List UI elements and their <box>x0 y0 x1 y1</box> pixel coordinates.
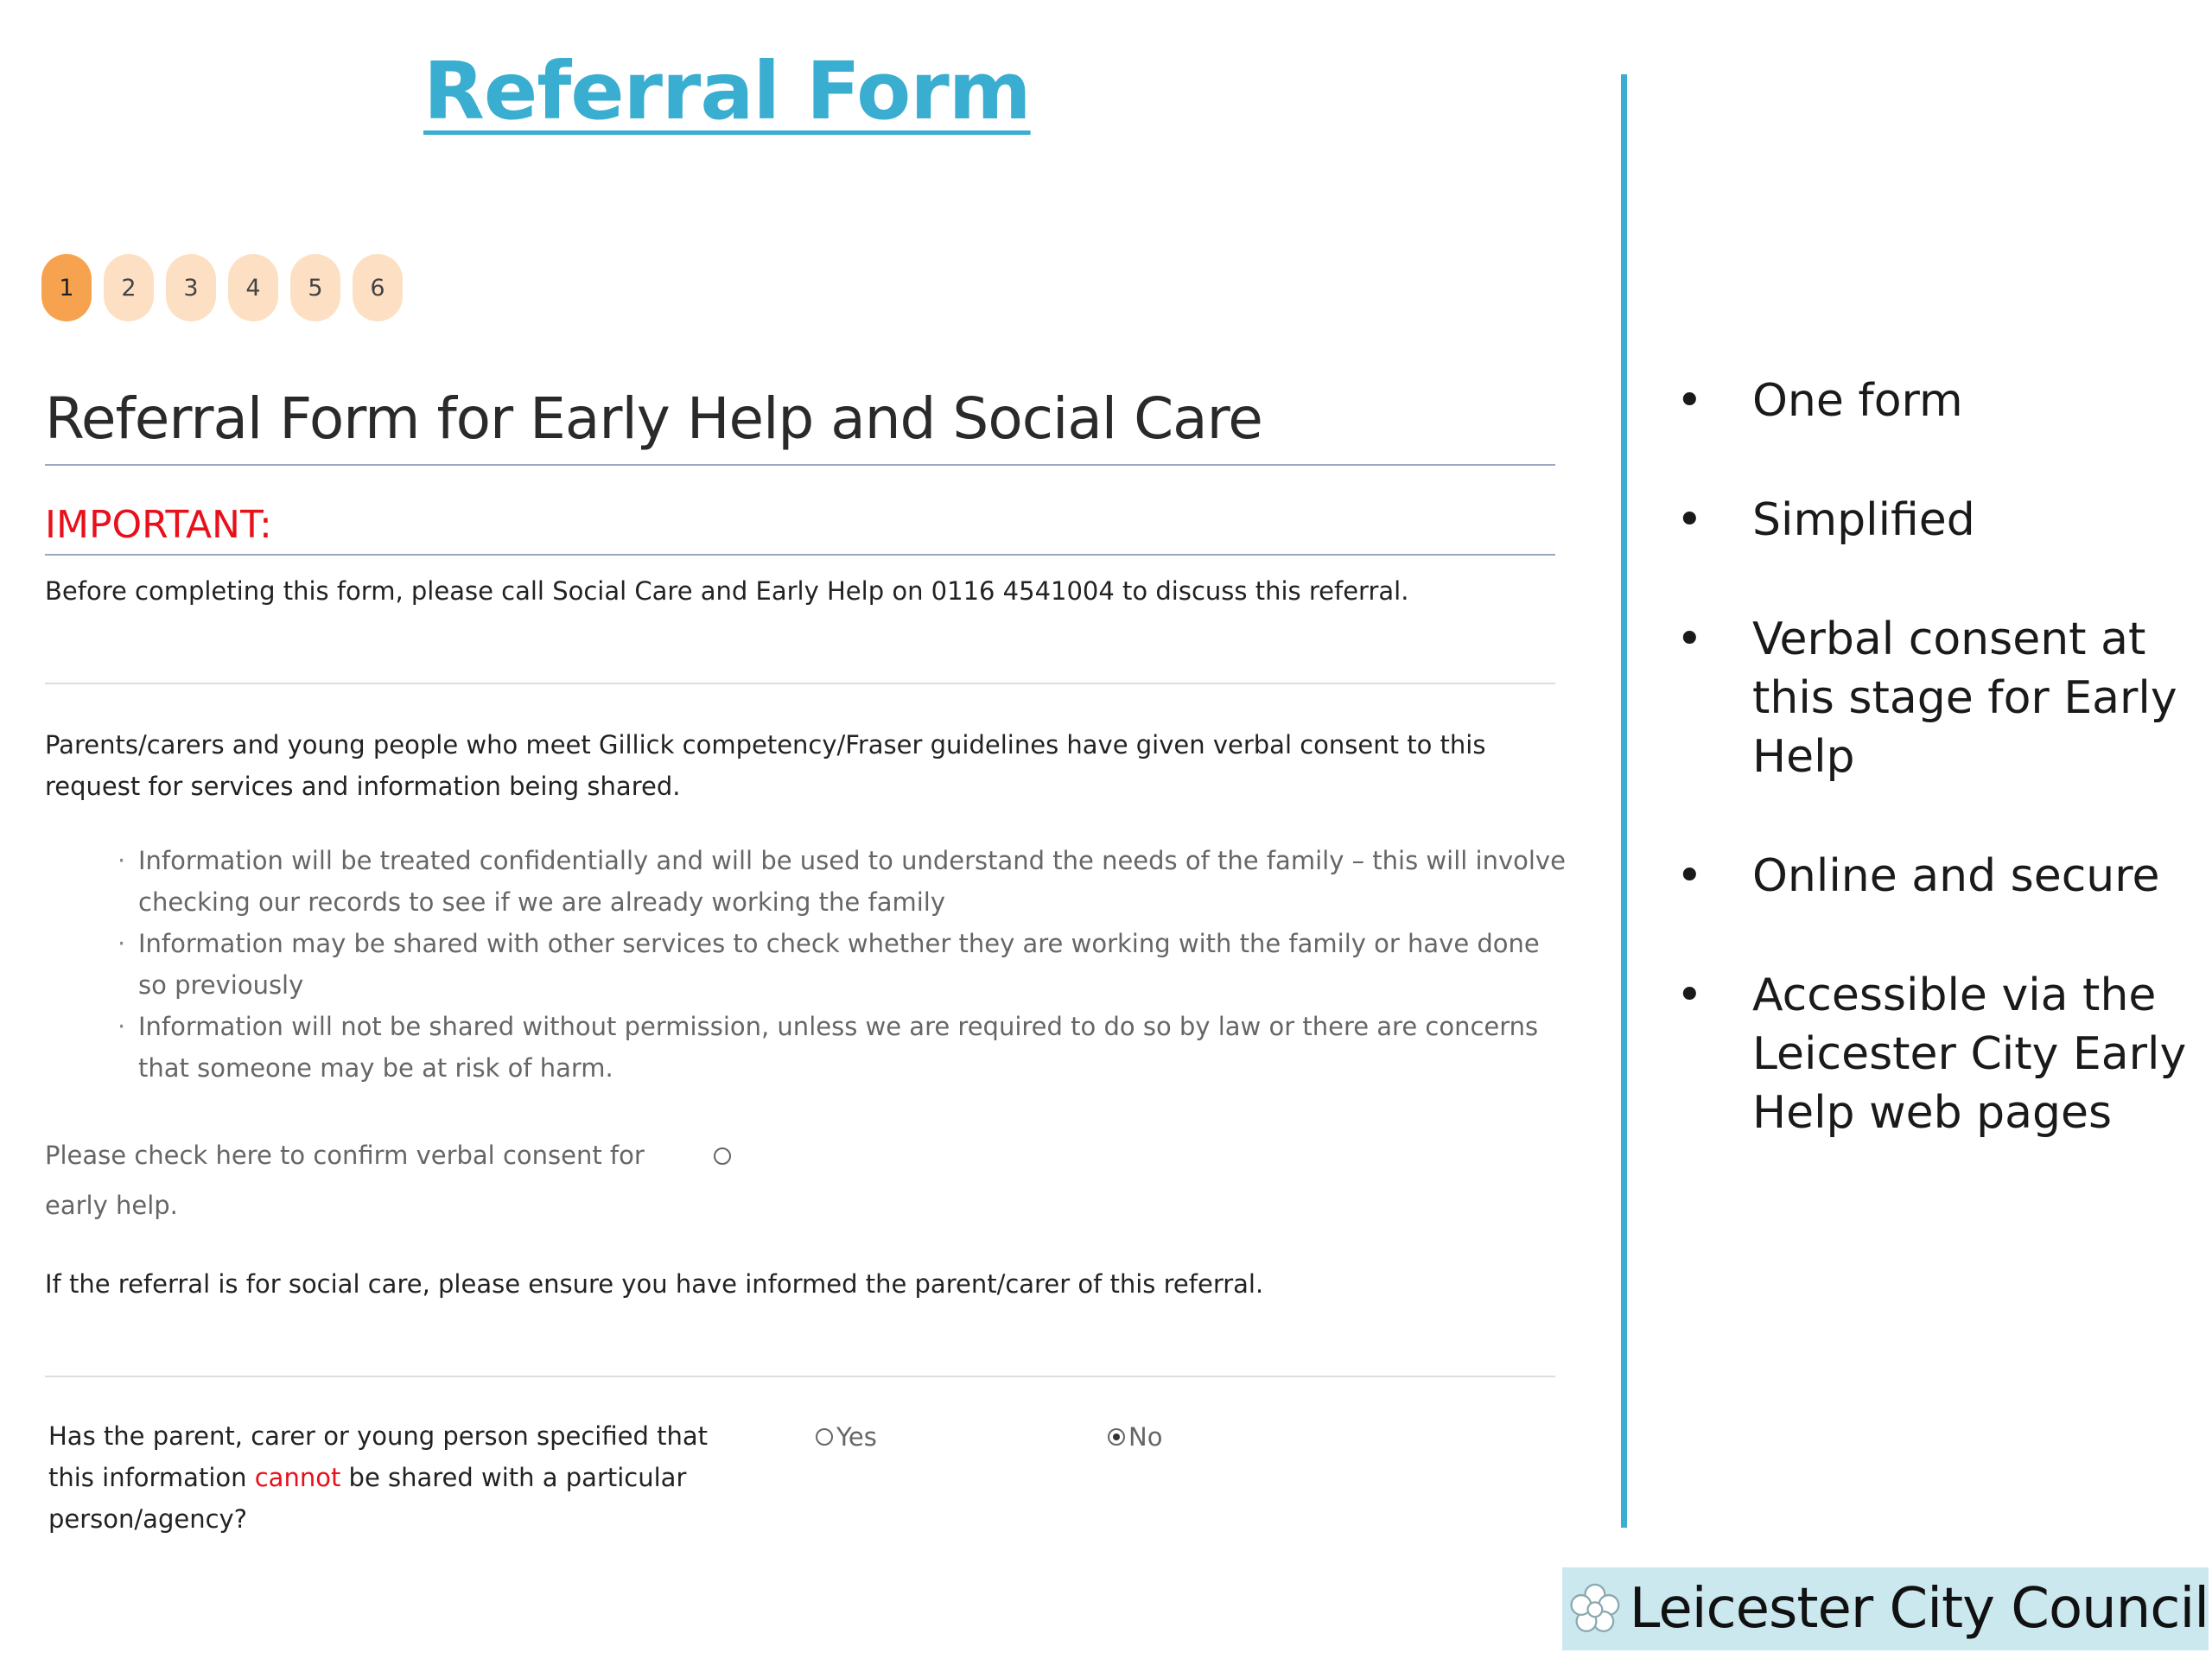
bullet-icon: • <box>1676 613 1703 665</box>
feature-bullets <box>1676 372 2195 1203</box>
feature-bullet: • Simplified <box>1676 491 2195 550</box>
no-label: No <box>1128 1422 1163 1452</box>
bullet-dot-icon: · <box>118 1012 126 1041</box>
yes-radio[interactable] <box>816 1428 833 1446</box>
step-3-button[interactable]: 3 <box>166 254 216 321</box>
feature-bullet: • Verbal consent at this stage for Early Help <box>1676 610 2195 786</box>
flower-emblem-icon <box>1567 1573 1623 1645</box>
consent-checkbox-label: Please check here to confirm verbal consent for early help. <box>45 1141 645 1220</box>
section-divider <box>45 683 1555 684</box>
info-points-list <box>114 840 1566 1089</box>
option-no[interactable] <box>1108 1422 1162 1452</box>
step-2-button[interactable]: 2 <box>104 254 154 321</box>
share-restriction-question: Has the parent, carer or young person specified that this information cannot be shared with a particular person/agency? <box>48 1421 708 1534</box>
feature-bullet: • Online and secure <box>1676 847 2195 906</box>
vertical-divider <box>1621 74 1627 1528</box>
council-logo <box>1562 1567 2209 1650</box>
step-6-button[interactable]: 6 <box>353 254 403 321</box>
step-5-button[interactable]: 5 <box>290 254 340 321</box>
bullet-dot-icon: · <box>118 846 126 875</box>
consent-checkbox[interactable] <box>714 1147 731 1165</box>
step-4-button[interactable]: 4 <box>228 254 278 321</box>
form-title: Referral Form for Early Help and Social Care <box>45 385 1555 466</box>
option-yes[interactable] <box>816 1422 877 1452</box>
council-name: Leicester City Council <box>1629 1577 2209 1641</box>
bullet-icon: • <box>1676 375 1703 427</box>
yes-label: Yes <box>836 1422 877 1452</box>
important-heading: IMPORTANT: <box>45 503 1555 556</box>
feature-bullet: • Accessible via the Leicester City Early Help web pages <box>1676 966 2195 1142</box>
info-point: · Information may be shared with other services to check whether they are working with the family or have done so previously <box>114 923 1566 1006</box>
section-divider <box>45 1376 1555 1377</box>
step-indicator <box>41 254 403 321</box>
info-point: · Information will be treated confidentially and will be used to understand the needs of the family – this will involve checking our records to see if we are already working the family <box>114 840 1566 923</box>
step-1-button[interactable]: 1 <box>41 254 92 321</box>
bullet-dot-icon: · <box>118 929 126 958</box>
social-care-notice: If the referral is for social care, please ensure you have informed the parent/carer of this referral. <box>45 1269 1264 1299</box>
bullet-icon: • <box>1676 494 1703 546</box>
consent-intro: Parents/carers and young people who meet Gillick competency/Fraser guidelines have given verbal consent to this request for services and information being shared. <box>45 730 1486 801</box>
call-notice: Before completing this form, please call Social Care and Early Help on 0116 4541004 to discuss this referral. <box>45 576 1409 606</box>
bullet-icon: • <box>1676 850 1703 902</box>
slide-title: Referral Form <box>423 45 1031 137</box>
feature-bullet: • One form <box>1676 372 2195 430</box>
bullet-icon: • <box>1676 969 1703 1021</box>
info-point: · Information will not be shared without permission, unless we are required to do so by law or there are concerns that someone may be at risk of harm. <box>114 1006 1566 1089</box>
no-radio[interactable] <box>1108 1428 1125 1446</box>
